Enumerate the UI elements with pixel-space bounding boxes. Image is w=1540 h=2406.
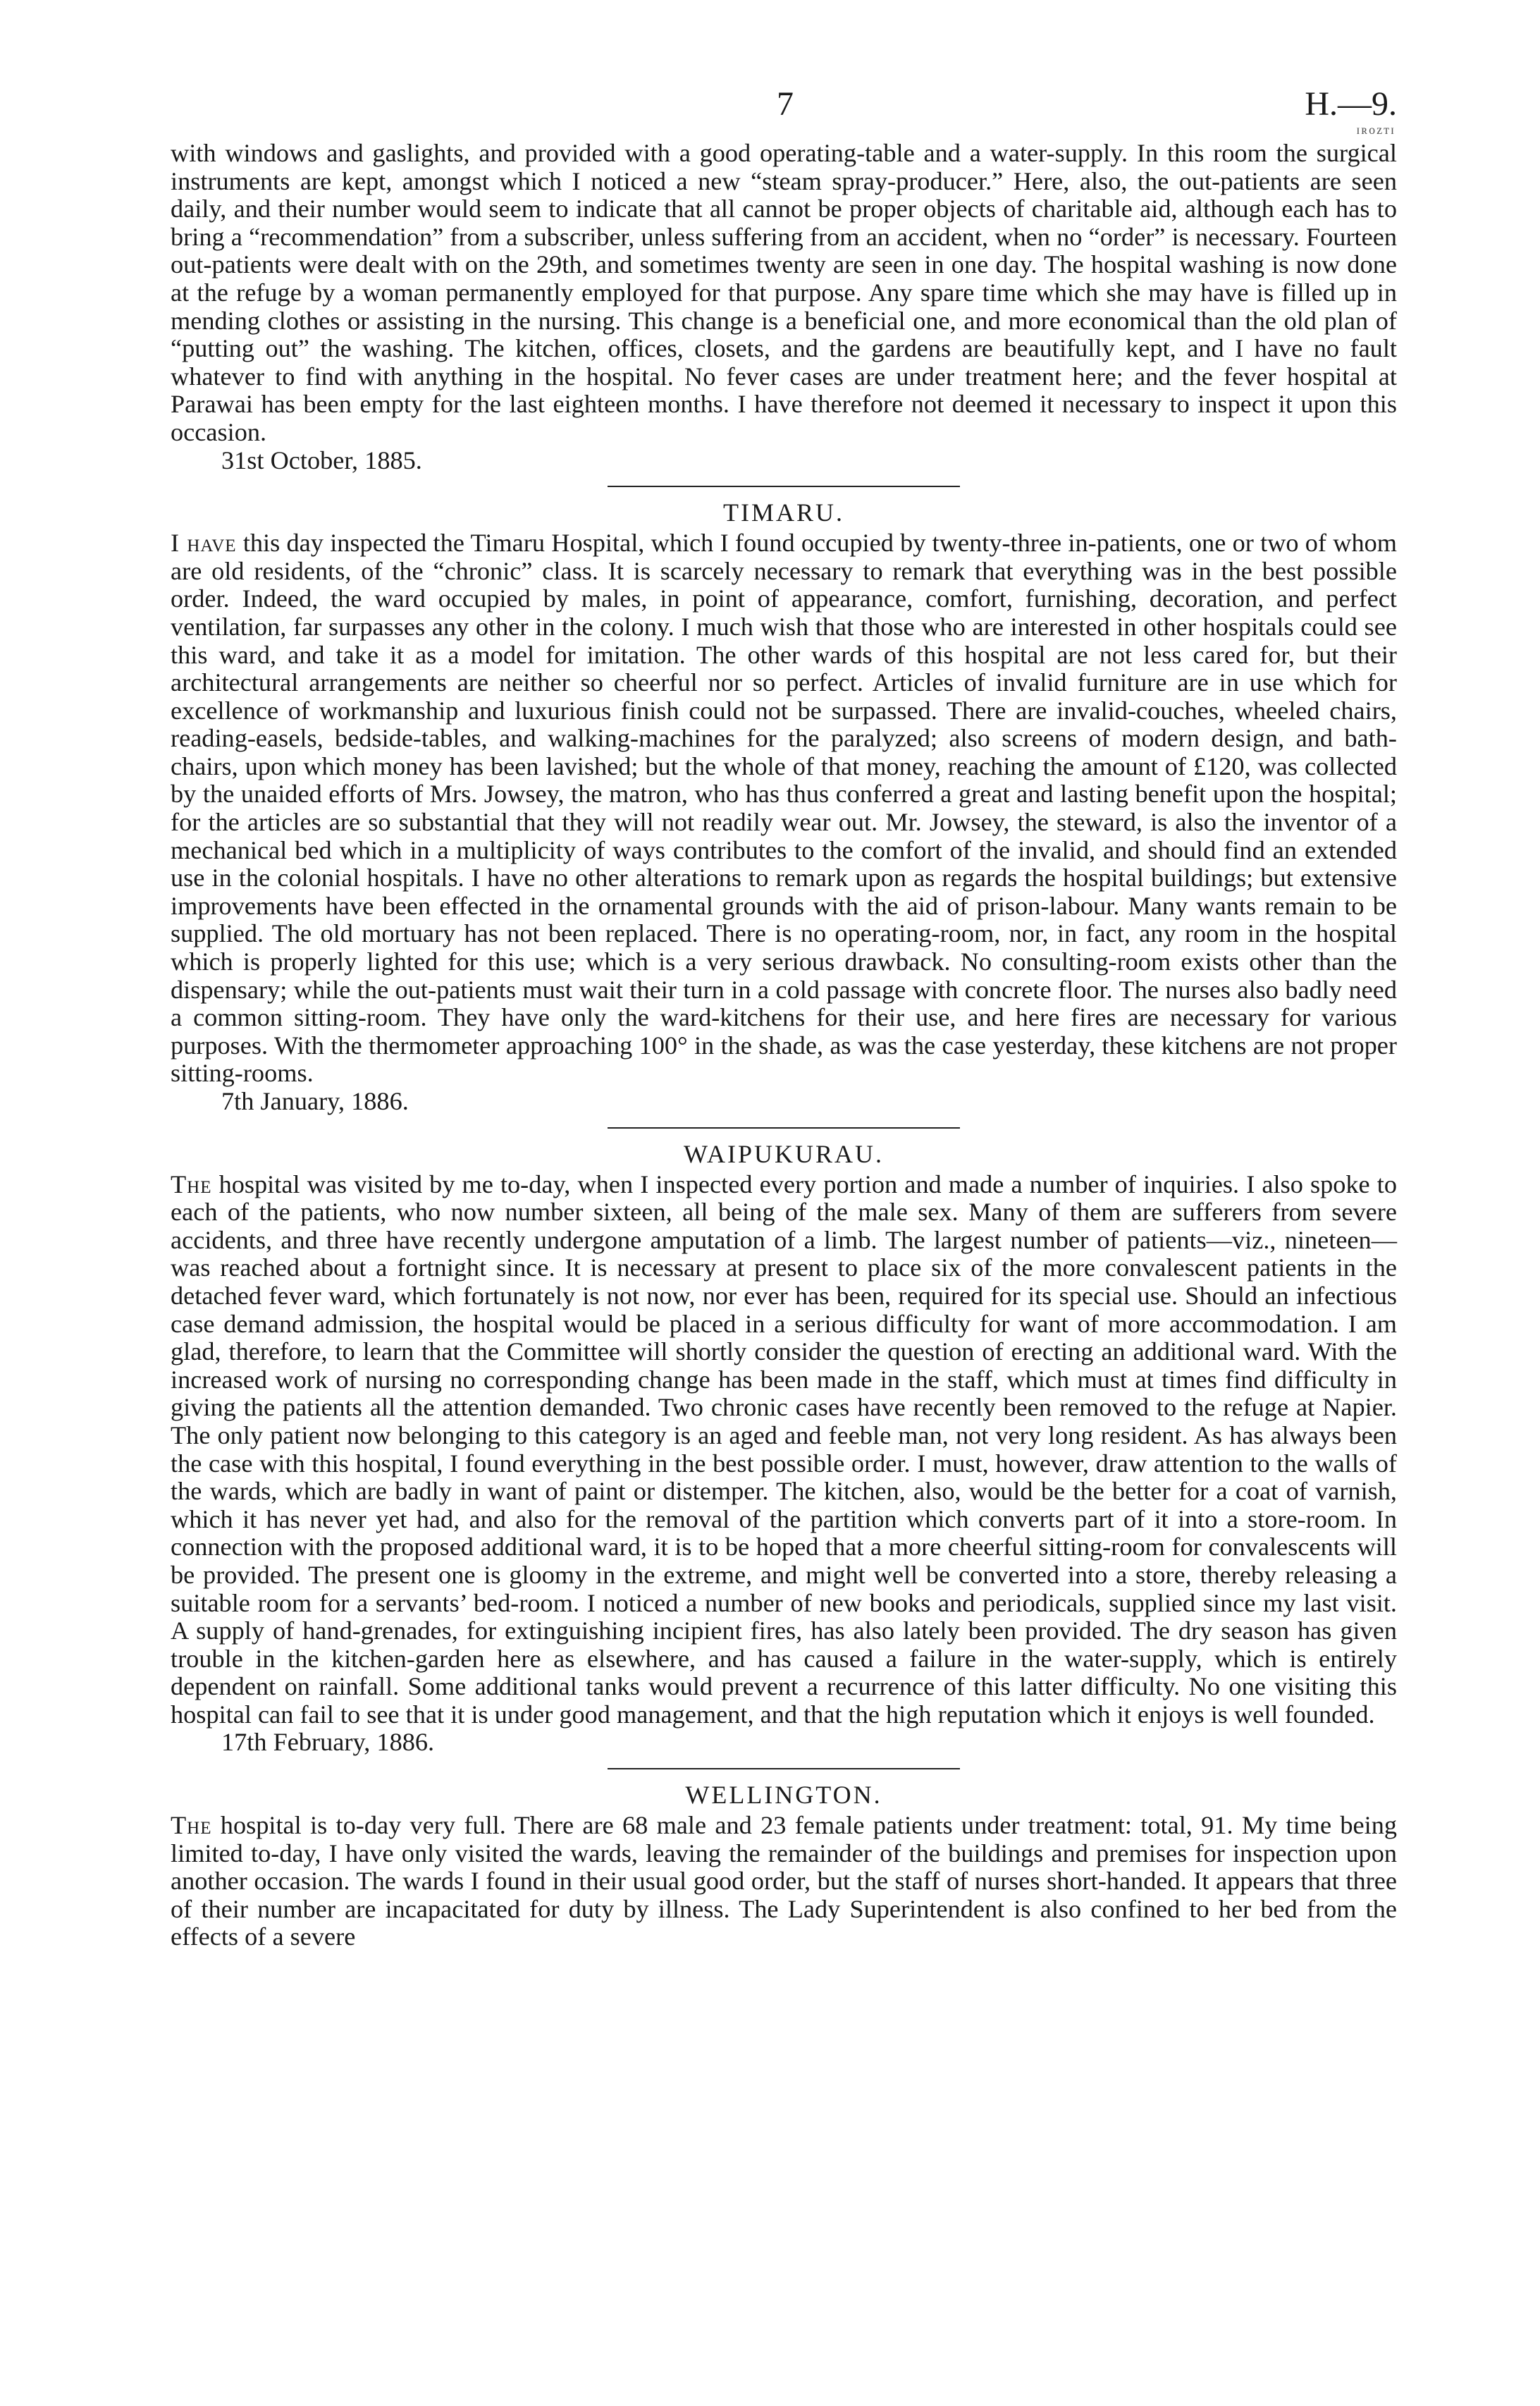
section-wellington xyxy=(171,1779,1397,1951)
section-heading: WAIPUKURAU. xyxy=(684,1139,884,1168)
paragraph-body: hospital was visited by me to-day, when I inspected every portion and made a number of inquiries. I also spoke to each of the patients, who now number sixteen, all being of the male sex. Many of them are sufferers from severe accidents, and three have recently undergone amputation of a limb. The largest number of patients—viz., nineteen—was reached about a fortnight since. It is necessary at present to place six of the more convalescent patients in the detached fever ward, which fortunately is not now, nor ever has been, required for its special use. Should an infectious case demand admission, the hospital would be placed in a serious difficulty for want of more accommodation. I am glad, therefore, to learn that the Committee will shortly consider the question of erecting an additional ward. With the increased work of nursing no corresponding change has been made in the staff, which must at times find difficulty in giving the patients all the attention demanded. Two chronic cases have recently been removed to the refuge at Napier. The only patient now belonging to this category is an aged and feeble man, not very long resident. As has always been the case with this hospital, I found everything in the best possible order. I must, however, draw attention to the walls of the wards, which are badly in want of paint or distemper. The kitchen, also, would be the better for a coat of varnish, which it has never yet had, and also for the removal of the partition which converts part of it into a store-room. In connection with the proposed additional ward, it is to be hoped that a more cheerful sitting-room for convalescents will be provided. The present one is gloomy in the extreme, and might well be converted into a store, thereby releasing a suitable room for a servants’ bed-room. I noticed a number of new books and periodicals, supplied since my last visit. A supply of hand-grenades, for extinguishing incipient fires, has also lately been provided. The dry season has given trouble in the kitchen-garden here as elsewhere, and has caused a failure in the water-supply, which is entirely dependent on rainfall. Some additional tanks would prevent a recurrence of this latter difficulty. No one visiting this hospital can fail to see that it is under good management, and that the high reputation which it enjoys is well founded. xyxy=(171,1170,1397,1729)
paragraph-body: this day inspected the Timaru Hospital, which I found occupied by twenty-three in-patients, one or two of whom are old residents, of the “chronic” class. It is scarcely necessary to remark that everything was in the best possible order. Indeed, the ward occupied by males, in point of appearance, comfort, furnishing, decoration, and perfect ventilation, far surpasses any other in the colony. I much wish that those who are interested in other hospitals could see this ward, and take it as a model for imitation. The other wards of this hospital are not less cared for, but their architectural arrangements are neither so cheerful nor so perfect. Articles of invalid furniture are in use which for excellence of workmanship and luxurious finish could not be surpassed. There are invalid-couches, wheeled chairs, reading-easels, bedside-tables, and walking-machines for the paralyzed; also screens of modern design, and bath-chairs, upon which money has been lavished; but the whole of that money, reaching the amount of £120, was collected by the unaided efforts of Mrs. Jowsey, the matron, who has thus conferred a great and lasting benefit upon the hospital; for the articles are so substantial that they will not readily wear out. Mr. Jowsey, the steward, is also the inventor of a mechanical bed which in a multiplicity of ways contributes to the comfort of the invalid, and should find an extended use in the colonial hospitals. I have no other alterations to remark upon as regards the hospital buildings; but extensive improvements have been effected in the ornamental grounds with the aid of prison-labour. Many wants remain to be supplied. The old mortuary has not been replaced. There is no operating-room, nor, in fact, any room in the hospital which is properly lighted for this use; which is a very serious drawback. No consulting-room exists other than the dispensary; while the out-patients must wait their turn in a cold passage with concrete floor. The nurses also badly need a common sitting-room. They have only the ward-kitchens for their use, and here fires are necessary for various purposes. With the thermometer approaching 100° in the shade, as was the case yesterday, these kitchens are not proper sitting-rooms. xyxy=(171,529,1398,1088)
paragraph-body: hospital is to-day very full. There are 68 male and 23 female patients under treatment: total, 91. My time being limited to-day, I have only visited the wards, leaving the remainder of the buildings and premises for inspection upon another occasion. The wards I found in their usual good order, but the staff of nurses short-handed. It appears that three of their number are incapacitated for duty by illness. The Lady Superintendent is also confined to her bed from the effects of a severe xyxy=(171,1811,1397,1951)
section-waipukurau xyxy=(171,1138,1397,1757)
section-timaru xyxy=(171,497,1397,1115)
section-paragraph xyxy=(171,529,1397,1088)
document-page xyxy=(171,85,1397,1951)
section-paragraph xyxy=(171,1812,1397,1951)
page-number: 7 xyxy=(777,85,794,123)
section-divider xyxy=(608,486,960,487)
section-heading: WELLINGTON. xyxy=(685,1781,882,1810)
paragraph-lead-words: The xyxy=(171,1170,212,1198)
document-reference: H.—9. xyxy=(1305,85,1397,123)
section-heading: TIMARU. xyxy=(723,498,844,527)
library-stamp: ɪʀᴏᴢᴛɪ xyxy=(1356,123,1396,137)
continued-paragraph: with windows and gaslights, and provided with a good operating-table and a water-supply. In this room the surgical instruments are kept, amongst which I noticed a new “steam spray-producer.” Here, also, the out-patients are seen daily, and their number would seem to indicate that all cannot be proper objects of charitable aid, although each has to bring a “recommendation” from a subscriber, unless suffering from an accident, when no “order” is necessary. Fourteen out-patients were dealt with on the 29th, and sometimes twenty are seen in one day. The hospital washing is now done at the refuge by a woman permanently employed for that purpose. Any spare time which she may have is filled up in mending clothes or assisting in the nursing. This change is a beneficial one, and more economical than the old plan of “putting out” the washing. The kitchen, offices, closets, and the gardens are beautifully kept, and I have no fault whatever to find with anything in the hospital. No fever cases are under treatment here; and the fever hospital at Parawai has been empty for the last eighteen months. I have therefore not deemed it necessary to inspect it upon this occasion. xyxy=(171,139,1397,446)
section-date: 7th January, 1886. xyxy=(221,1087,409,1115)
paragraph-lead-words: The xyxy=(171,1811,212,1840)
section-divider xyxy=(608,1127,960,1129)
section-date: 31st October, 1885. xyxy=(221,446,422,474)
section-date: 17th February, 1886. xyxy=(221,1728,435,1757)
paragraph-lead-words: I have xyxy=(171,529,237,558)
section-paragraph xyxy=(171,1171,1397,1729)
section-divider xyxy=(608,1768,960,1769)
page-header xyxy=(171,85,1397,140)
continued-section xyxy=(171,140,1397,474)
